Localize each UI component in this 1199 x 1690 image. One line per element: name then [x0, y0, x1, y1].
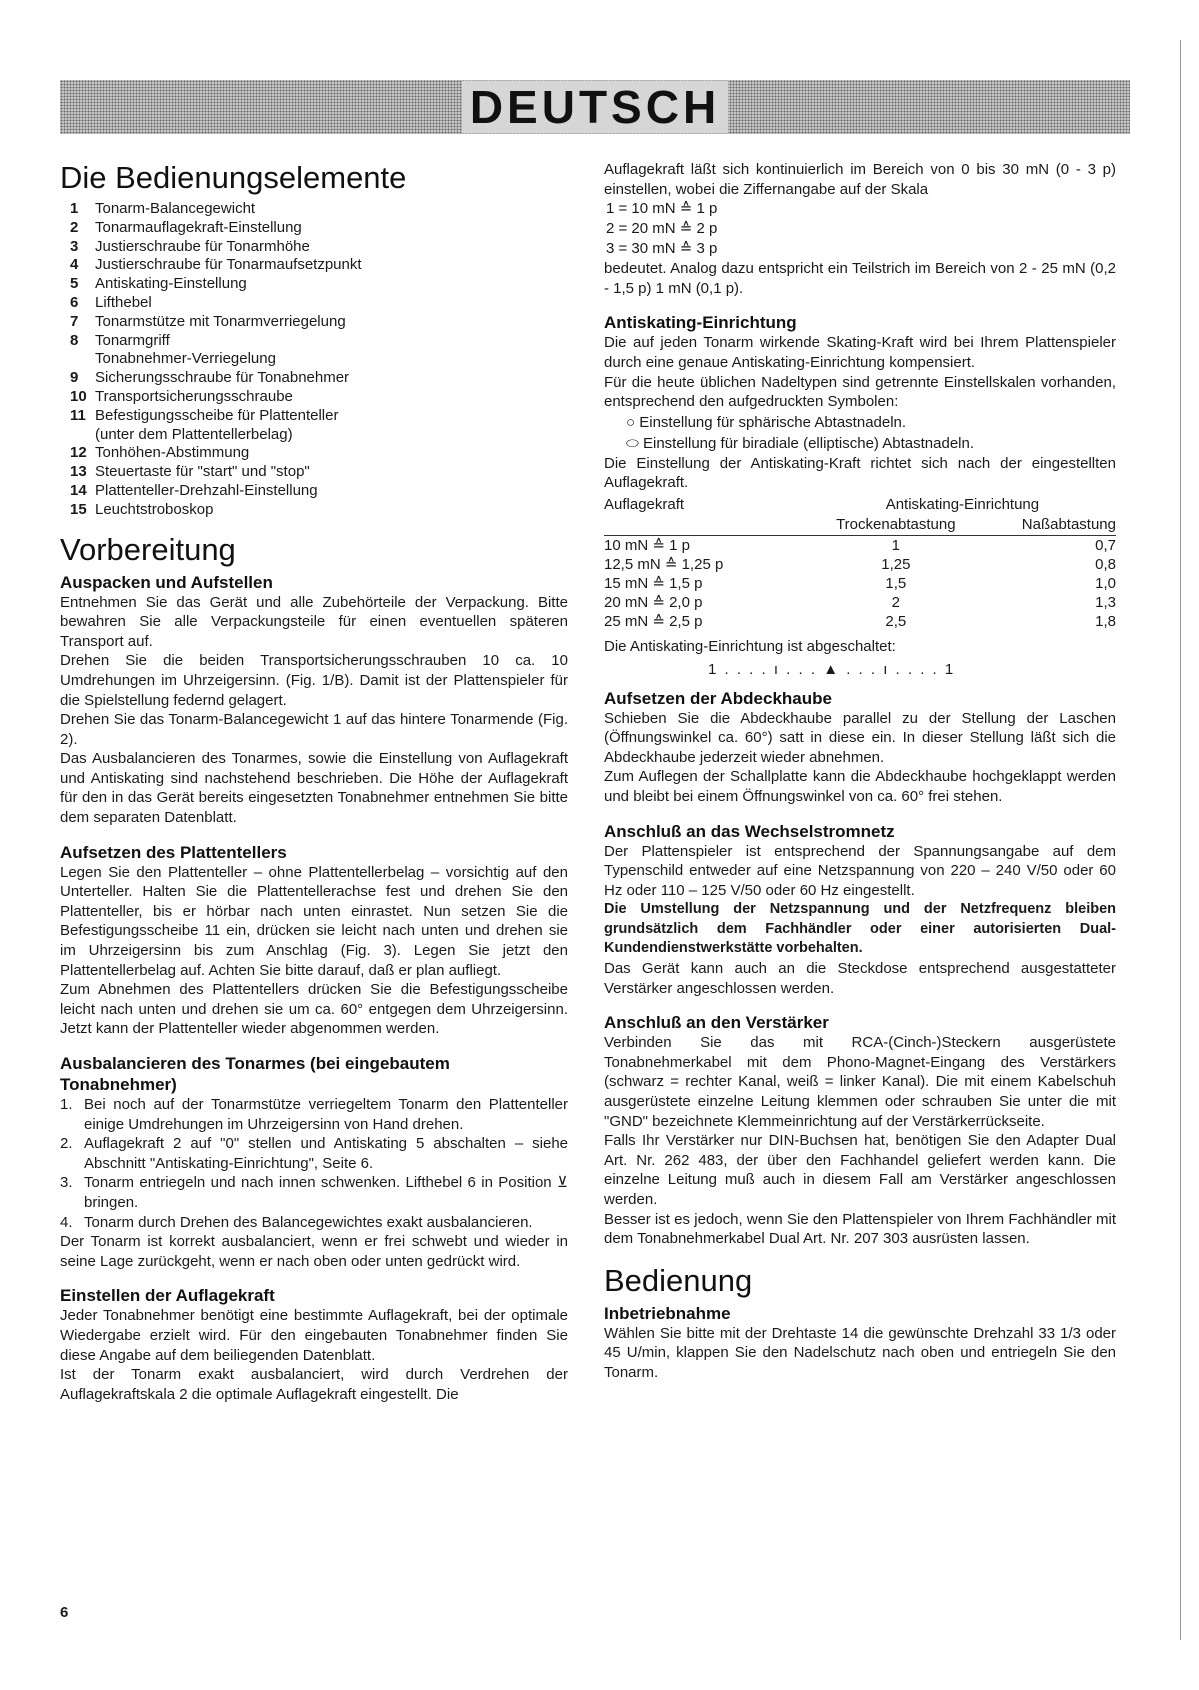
control-number: 14	[70, 481, 87, 499]
table-header-wet: Naßabtastung	[1021, 515, 1116, 533]
force-equivalence: 1 = 10 mN ≙ 1 p	[606, 200, 718, 218]
step-text: Bei noch auf der Tonarmstütze verriegeltem Tonarm den Plattenteller einige Umdrehungen im Uhrzeigersinn von Hand drehen.	[84, 1096, 568, 1133]
table-cell-dry: 2	[891, 593, 900, 611]
control-label: Justierschraube für Tonarmaufsetzpunkt	[95, 256, 362, 274]
table-cell-dry: 1,25	[881, 555, 911, 573]
control-label: Tonarmgriff	[95, 331, 170, 349]
control-label: Leuchtstroboskop	[95, 500, 214, 518]
balance-steps	[60, 1095, 568, 1232]
unpack-paragraph: Drehen Sie das Tonarm-Balancegewicht 1 auf das hintere Tonarmende (Fig. 2).	[60, 711, 568, 748]
force-equivalence: 2 = 20 mN ≙ 2 p	[606, 220, 718, 238]
cover-paragraph: Schieben Sie die Abdeckhaube parallel zu der Stellung der Laschen (Öffnungswinkel ca. 60°) satt in diese ein. In dieser Stellung läßt sich die Abdeckhaube jederzeit wieder abnehmen.	[604, 709, 1116, 766]
table-cell-force: 20 mN ≙ 2,0 p	[604, 593, 703, 611]
table-cell-force: 12,5 mN ≙ 1,25 p	[604, 555, 724, 573]
control-item	[60, 200, 568, 219]
cover-heading: Aufsetzen der Abdeckhaube	[604, 688, 832, 708]
control-number: 12	[70, 444, 87, 462]
control-number: 9	[70, 369, 79, 387]
table-cell-wet: 0,8	[1095, 555, 1116, 573]
control-number: 15	[70, 500, 87, 518]
control-number: 5	[70, 275, 79, 293]
control-number: 6	[70, 293, 79, 311]
control-number: 4	[70, 256, 79, 274]
control-label: Transportsicherungsschraube	[95, 387, 293, 405]
control-number: 1	[70, 200, 79, 217]
title-banner	[60, 80, 1130, 134]
control-item	[60, 313, 568, 332]
antiskating-table	[604, 495, 1116, 631]
control-number: 2	[70, 218, 79, 236]
force-equivalences	[604, 199, 1116, 259]
control-label: Plattenteller-Drehzahl-Einstellung	[95, 481, 318, 499]
balance-step	[60, 1095, 568, 1134]
table-header-dry: Trockenabtastung	[836, 515, 956, 533]
control-label: Sicherungsschraube für Tonabnehmer	[95, 369, 350, 387]
balance-step	[60, 1134, 568, 1173]
antiskating-off-text: Die Antiskating-Einrichtung ist abgeschaltet:	[604, 637, 896, 655]
control-label: Tonabnehmer-Verriegelung	[95, 350, 276, 368]
controls-heading: Die Bedienungselemente	[60, 160, 407, 195]
control-item	[60, 444, 568, 463]
step-number: 3.	[60, 1174, 73, 1192]
table-row	[604, 555, 1116, 574]
table-row	[604, 593, 1116, 612]
operation-heading: Bedienung	[604, 1262, 753, 1298]
control-number: 8	[70, 331, 79, 349]
balance-paragraph: Der Tonarm ist korrekt ausbalanciert, wenn er frei schwebt und wieder in seine Lage zurückgeht, wenn er nach oben oder unten gedrückt wird.	[60, 1233, 568, 1270]
table-cell-wet: 1,3	[1095, 593, 1116, 611]
force-paragraph: Jeder Tonabnehmer benötigt eine bestimmte Auflagekraft, bei der optimale Wiedergabe erzielt wird. Für den eingebauten Tonabnehmer finden Sie diese Angabe auf dem beiliegenden Datenblatt.	[60, 1307, 568, 1364]
mains-heading: Anschluß an das Wechselstromnetz	[604, 821, 895, 841]
control-number: 11	[70, 406, 86, 424]
force-continued: bedeutet. Analog dazu entspricht ein Teilstrich im Bereich von 2 - 25 mN (0,2 - 1,5 p) 1 mN (0,1 p).	[604, 260, 1116, 297]
control-item	[60, 275, 568, 294]
balance-step	[60, 1173, 568, 1212]
control-label: Justierschraube für Tonarmhöhe	[95, 237, 310, 255]
left-column	[60, 160, 568, 1404]
table-cell-wet: 1,8	[1095, 612, 1116, 630]
mains-notice: Die Umstellung der Netzspannung und der Netzfrequenz bleiben grundsätzlich dem Fachhändler oder einer autorisierten Dual-Kundendienstwerkstätte vorbehalten.	[604, 901, 1116, 957]
table-row	[604, 612, 1116, 631]
unpack-paragraph: Drehen Sie die beiden Transportsicherungsschrauben 10 ca. 10 Umdrehungen im Uhrzeigersinn. (Fig. 1/B). Damit ist der Plattenspieler für die Spielstellung federnd gelagert.	[60, 652, 568, 709]
amplifier-paragraph: Verbinden Sie das mit RCA-(Cinch-)Steckern ausgerüstete Tonabnehmerkabel mit dem Phono-Magnet-Eingang des Verstärkers (schwarz = rechter Kanal, weiß = linker Kanal). Die mit einem Kabelschuh ausgerüstete einzelne Leitung klemmen oder schrauben Sie unter die mit "GND" bezeichnete Klemmeinrichtung auf der Verstärkerrückseite.	[604, 1034, 1116, 1130]
startup-paragraph: Wählen Sie bitte mit der Drehtaste 14 die gewünschte Drehzahl 33 1/3 oder 45 U/min, klappen Sie den Nadelschutz nach oben und entriegeln Sie den Tonarm.	[604, 1324, 1116, 1381]
balance-heading: Ausbalancieren des Tonarmes (bei eingebautem Tonabnehmer)	[60, 1054, 450, 1095]
unpack-paragraph: Das Ausbalancieren des Tonarmes, sowie die Einstellung von Auflagekraft und Antiskating sind nachstehend beschrieben. Die Höhe der Auflagekraft für den in das Gerät bereits eingesetzten Tonabnehmer entnehmen Sie bitte dem separaten Datenblatt.	[60, 750, 568, 827]
antiskating-paragraph: Für die heute üblichen Nadeltypen sind getrennte Einstellskalen vorhanden, entsprechend den aufgedruckten Symbolen:	[604, 373, 1116, 411]
preparation-heading: Vorbereitung	[60, 531, 236, 567]
step-text: Auflagekraft 2 auf "0" stellen und Antiskating 5 abschalten – siehe Abschnitt "Antiskating-Einrichtung", Seite 6.	[84, 1135, 568, 1172]
antiskating-heading: Antiskating-Einrichtung	[604, 313, 797, 333]
control-item	[60, 332, 568, 351]
unpack-heading: Auspacken und Aufstellen	[60, 572, 273, 592]
amplifier-paragraph: Besser ist es jedoch, wenn Sie den Plattenspieler von Ihrem Fachhändler mit dem Tonabnehmerkabel Dual Art. Nr. 207 303 ausrüsten lassen.	[604, 1210, 1116, 1248]
biradial-symbol-line: ⬭ Einstellung für biradiale (elliptische) Abtastnadeln.	[626, 434, 975, 452]
force-equivalence: 3 = 30 mN ≙ 3 p	[606, 240, 718, 258]
table-cell-dry: 1,5	[885, 574, 907, 592]
control-label: Tonarmauflagekraft-Einstellung	[95, 218, 302, 236]
control-item	[60, 238, 568, 257]
control-number: 3	[70, 237, 79, 255]
control-item	[60, 350, 568, 369]
controls-list	[60, 200, 568, 520]
control-number: 7	[70, 312, 79, 330]
control-label: Lifthebel	[95, 293, 152, 311]
control-item	[60, 501, 568, 520]
table-row	[604, 535, 1116, 555]
unpack-paragraph: Entnehmen Sie das Gerät und alle Zubehörteile der Verpackung. Bitte bewahren Sie alle Verpackungsteile für einen eventuellen späteren Transport auf.	[60, 593, 568, 650]
table-cell-wet: 1,0	[1095, 574, 1116, 592]
table-cell-dry: 2,5	[885, 612, 907, 630]
step-text: Tonarm entriegeln und nach innen schwenken. Lifthebel 6 in Position ⊻ bringen.	[84, 1174, 568, 1211]
platter-paragraph: Legen Sie den Plattenteller – ohne Plattentellerbelag – vorsichtig auf den Unterteller. Halten Sie die Plattentellerachse fest und drehen Sie den Plattenteller, bis er hörbar nach unten einrastet. Nun setzen Sie die Befestigungsscheibe 11 ein, drücken sie leicht nach unten und drehen sie im Uhrzeigersinn bis zum Anschlag (Fig. 3). Legen Sie jetzt den Plattentellerbelag auf. Achten Sie bitte darauf, daß er plan aufliegt.	[60, 863, 568, 979]
control-item	[60, 388, 568, 407]
page-title: DEUTSCH	[60, 80, 1130, 134]
table-row	[604, 574, 1116, 593]
table-cell-wet: 0,7	[983, 535, 1116, 555]
control-item	[60, 407, 568, 426]
step-number: 1.	[60, 1096, 73, 1114]
table-cell-force: 10 mN ≙ 1 p	[604, 535, 809, 555]
page-number: 6	[60, 1604, 69, 1621]
step-text: Tonarm durch Drehen des Balancegewichtes exakt ausbalancieren.	[84, 1213, 533, 1231]
step-number: 4.	[60, 1213, 73, 1231]
right-column	[604, 160, 1116, 1383]
control-item	[60, 369, 568, 388]
force-continued: Auflagekraft läßt sich kontinuierlich im Bereich von 0 bis 30 mN (0 - 3 p) einstellen, wobei die Ziffernangabe auf der Skala	[604, 161, 1116, 198]
table-header-force: Auflagekraft	[604, 495, 685, 513]
step-number: 2.	[60, 1135, 73, 1153]
control-item	[60, 463, 568, 482]
antiskating-paragraph: Die Einstellung der Antiskating-Kraft richtet sich nach der eingestellten Auflagekraft.	[604, 454, 1116, 492]
scan-edge	[1180, 40, 1181, 1640]
control-label: Tonarm-Balancegewicht	[95, 200, 256, 217]
platter-paragraph: Zum Abnehmen des Plattentellers drücken Sie die Befestigungsscheibe leicht nach unten und drehen sie um ca. 60° entgegen dem Uhrzeigersinn. Jetzt kann der Plattenteller wieder abgenommen werden.	[60, 981, 568, 1038]
control-item	[60, 294, 568, 313]
control-item	[60, 219, 568, 238]
control-item	[60, 256, 568, 275]
control-number: 13	[70, 463, 87, 481]
spherical-symbol-line: ○ Einstellung für sphärische Abtastnadeln.	[626, 413, 907, 431]
platter-heading: Aufsetzen des Plattentellers	[60, 842, 287, 862]
force-paragraph: Ist der Tonarm exakt ausbalanciert, wird durch Verdrehen der Auflagekraftskala 2 die optimale Auflagekraft eingestellt. Die	[60, 1366, 568, 1403]
control-label: Antiskating-Einstellung	[95, 275, 247, 293]
amplifier-paragraph: Falls Ihr Verstärker nur DIN-Buchsen hat, benötigen Sie den Adapter Dual Art. Nr. 262 483, der über den Fachhandel geliefert werden kann. Die einzelne Leitung muß auch in diesem Fall am Verstärker angeschlossen werden.	[604, 1132, 1116, 1208]
cover-paragraph: Zum Auflegen der Schallplatte kann die Abdeckhaube hochgeklappt werden und bleibt bei einem Öffnungswinkel von ca. 60° frei stehen.	[604, 768, 1116, 805]
table-cell-force: 15 mN ≙ 1,5 p	[604, 574, 703, 592]
control-label: Steuertaste für "start" und "stop"	[95, 463, 310, 481]
control-label: Tonarmstütze mit Tonarmverriegelung	[95, 312, 346, 330]
control-label: (unter dem Plattentellerbelag)	[95, 425, 293, 443]
table-cell-force: 25 mN ≙ 2,5 p	[604, 612, 703, 630]
balance-step	[60, 1213, 568, 1233]
mains-paragraph: Das Gerät kann auch an die Steckdose entsprechend ausgestatteter Verstärker angeschlossen werden.	[604, 960, 1116, 997]
table-cell-dry: 1	[809, 535, 983, 555]
control-number: 10	[70, 387, 87, 405]
mains-paragraph: Der Plattenspieler ist entsprechend der Spannungsangabe auf dem Typenschild entweder auf eine Netzspannung von 220 – 240 V/50 oder 60 Hz oder 110 – 125 V/50 oder 60 Hz eingestellt.	[604, 842, 1116, 899]
table-header-group: Antiskating-Einrichtung	[885, 495, 1040, 513]
control-label: Tonhöhen-Abstimmung	[95, 444, 250, 462]
amplifier-heading: Anschluß an den Verstärker	[604, 1013, 829, 1033]
control-label: Befestigungsscheibe für Plattenteller	[95, 406, 339, 424]
startup-heading: Inbetriebnahme	[604, 1303, 731, 1323]
antiskating-scale: 1 . . . . ı . . . ▲ . . . ı . . . . 1	[708, 660, 956, 678]
control-item	[60, 482, 568, 501]
control-item	[60, 426, 568, 445]
antiskating-paragraph: Die auf jeden Tonarm wirkende Skating-Kraft wird bei Ihrem Plattenspieler durch eine genaue Antiskating-Einrichtung kompensiert.	[604, 334, 1116, 371]
force-heading: Einstellen der Auflagekraft	[60, 1286, 275, 1306]
